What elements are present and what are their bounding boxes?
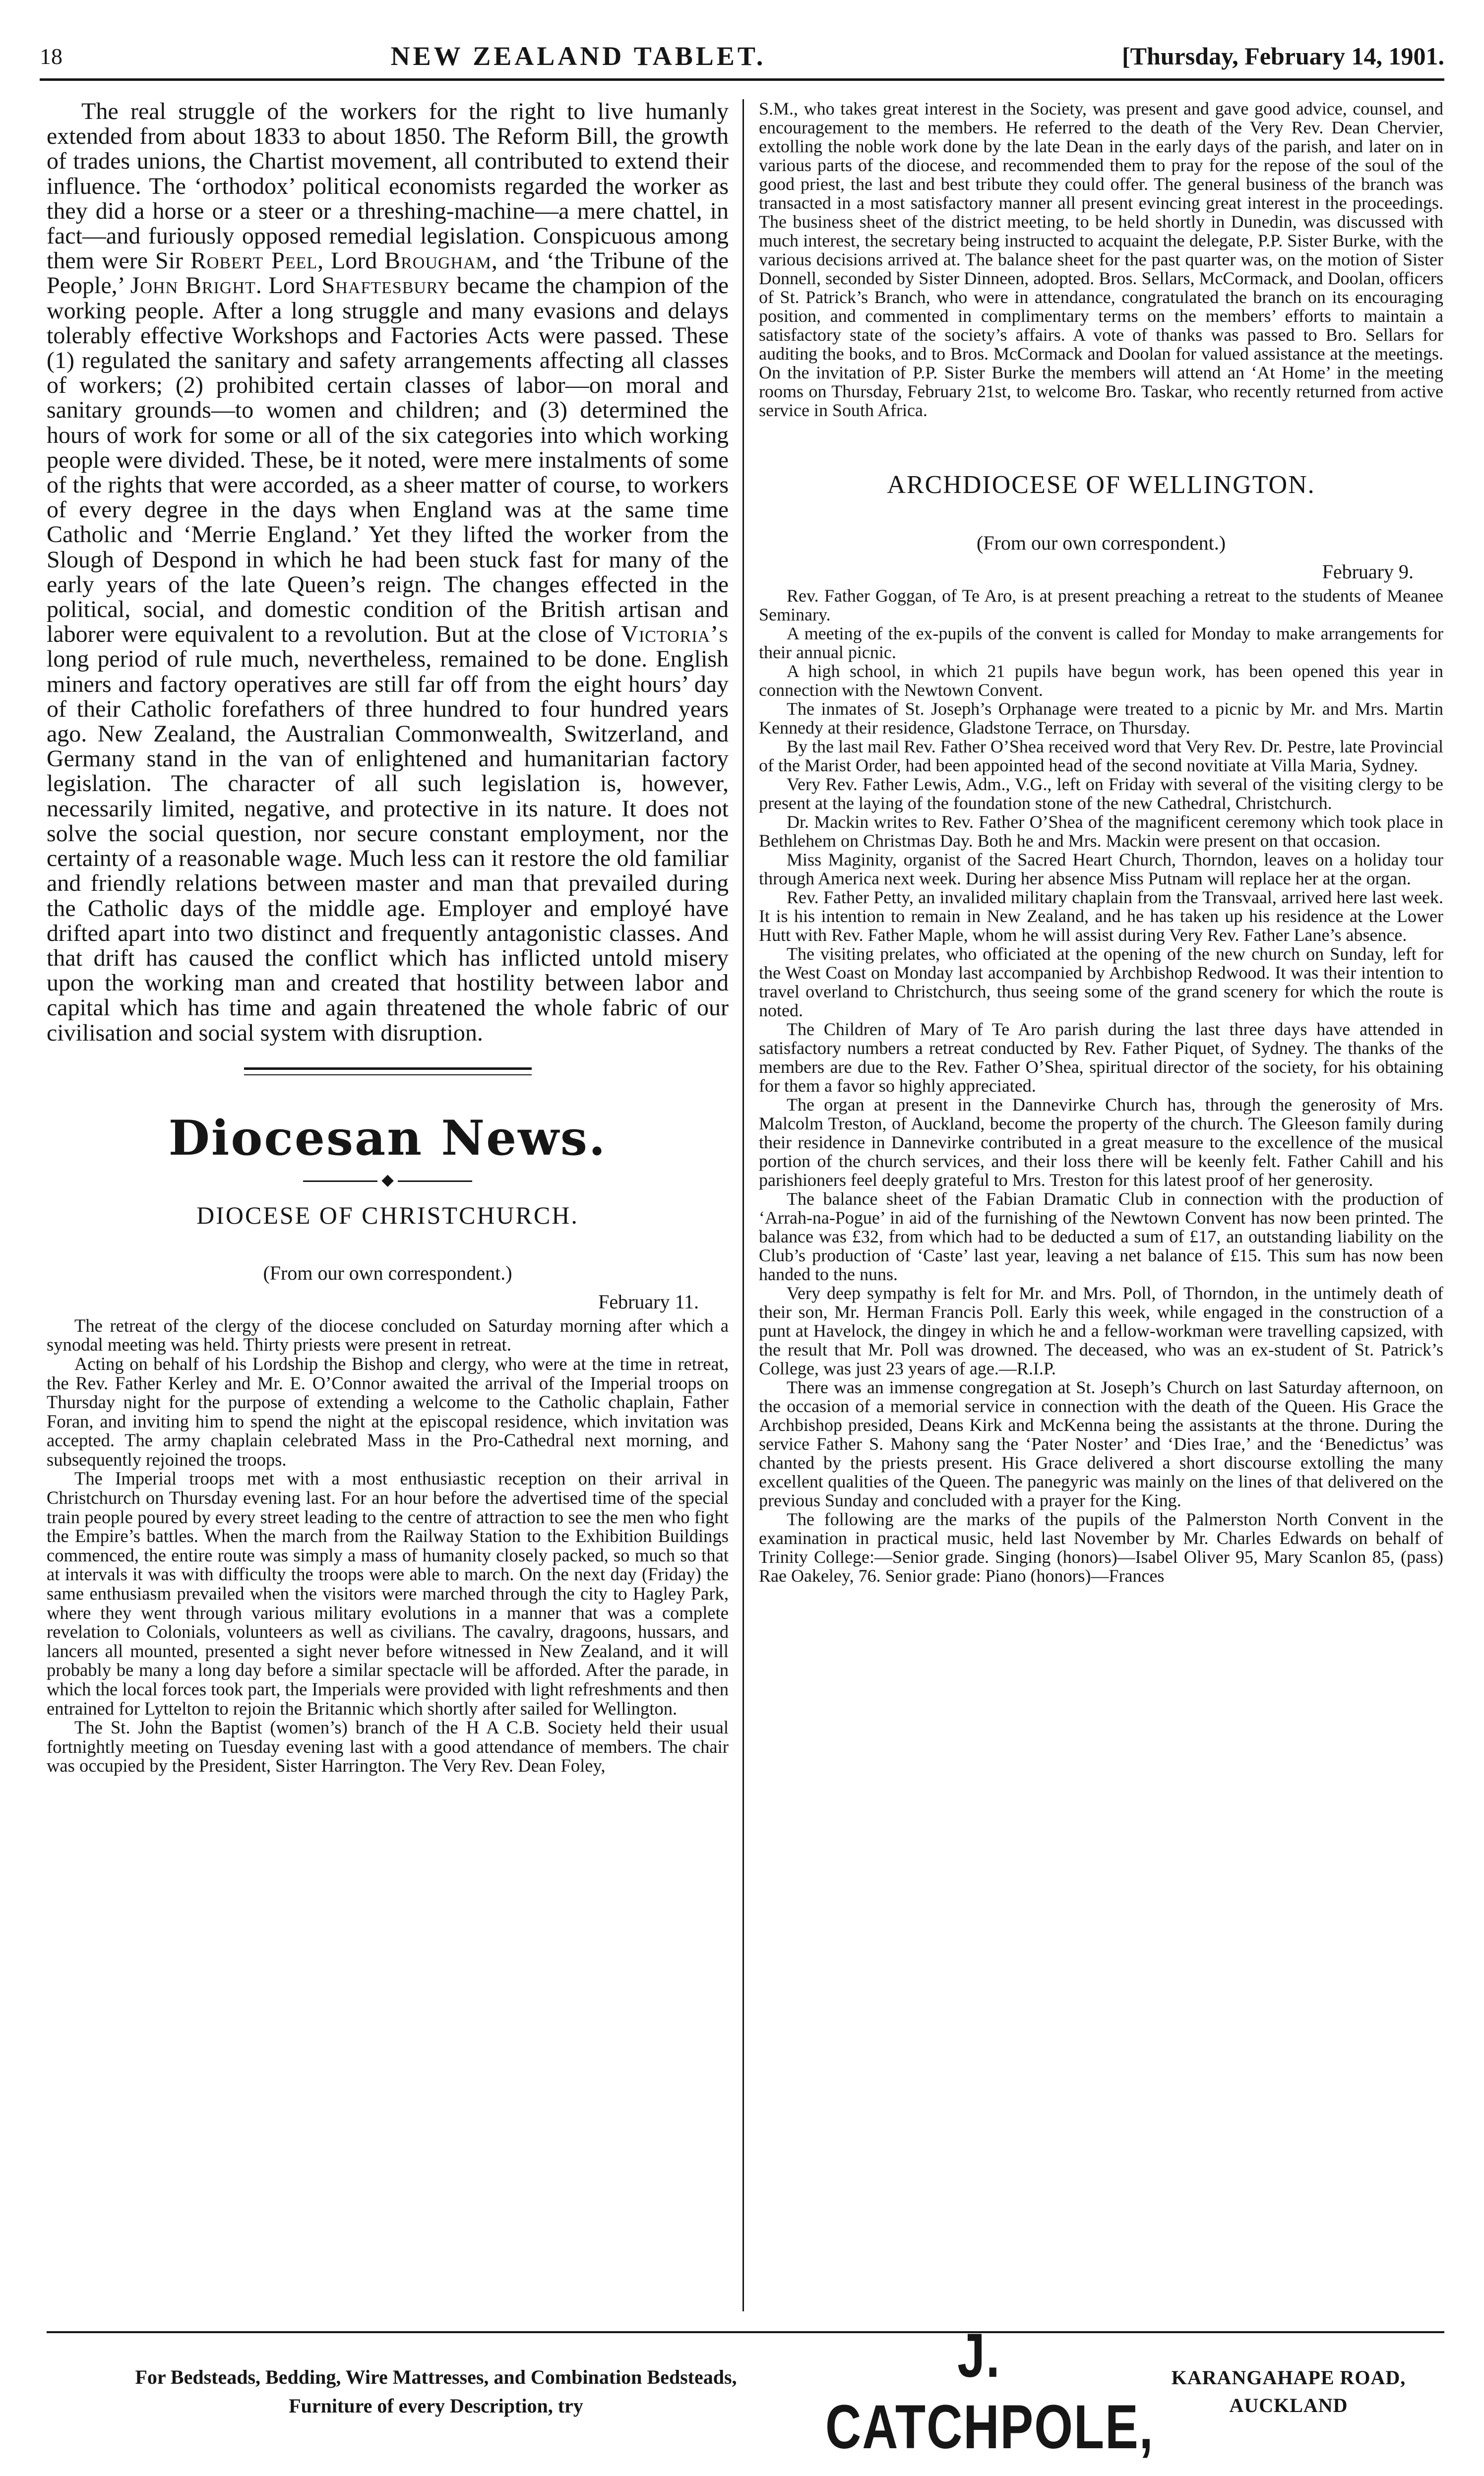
byline: (From our own correspondent.) [976, 532, 1226, 554]
news-paragraph: The St. John the Baptist (women’s) branch of the H A C.B. Society held their usual fortnightly meeting on Tuesday evening last with a good attendance of members. The chair was occupied by the President, Sister Harrington. The Very Rev. Dean Foley, [47, 1717, 729, 1776]
masthead [40, 34, 1444, 81]
continued-paragraph: S.M., who takes great interest in the Society, was present and gave good advice, counsel, and encouragement to the members. He referred to the death of the Very Rev. Dean Chervier, extolling the noble work done by the late Dean in the early days of the parish, and later on in various parts of the diocese, and recommended them to pray for the repose of the soul of the good priest, the last and best tribute they could offer. The general business of the branch was transacted in a most satisfactory manner all present evincing great interest in the proceedings. The business sheet of the district meeting, to be held shortly in Dunedin, was discussed with much interest, the secretary being instructed to acquaint the delegate, P.P. Sister Burke, with the various decisions arrived at. The balance sheet for the past quarter was, on the motion of Sister Donnell, seconded by Sister Dinneen, adopted. Bros. Sellars, McCormack, and Doolan, officers of St. Patrick’s Branch, who were in attendance, congratulated the branch on its encouraging position, and commented in complimentary terms on the members’ efforts to maintain a satisfactory state of the society’s affairs. A vote of thanks was passed to Bro. Sellars for auditing the books, and to Bros. McCormack and Doolan for valued assistance at the meetings. On the invitation of P.P. Sister Burke the members will attend an ‘At Home’ in the meeting rooms on Thursday, February 21st, to welcome Bro. Taskar, who recently returned from active service in South Africa. [759, 99, 1443, 420]
news-paragraph: The retreat of the clergy of the diocese concluded on Saturday morning after which a synodal meeting was held. Thirty priests were present in retreat. [47, 1315, 729, 1355]
news-paragraph: Miss Maginity, organist of the Sacred Heart Church, Thorndon, leaves on a holiday tour through America next week. During her absence Miss Putnam will replace her at the organ. [759, 850, 1443, 888]
christchurch-news [47, 1316, 729, 1776]
ad-address-line-2: AUCKLAND [1229, 2394, 1348, 2416]
news-paragraph: Very deep sympathy is felt for Mr. and Mrs. Poll, of Thorndon, in the untimely death of their son, Mr. Herman Francis Poll. Early this week, while engaged in the construction of a punt at Havelock, the dingey in which he and a fellow-workman were travelling capsized, with the result that Mr. Poll was drowned. The deceased, who was an ex-student of St. Patrick’s College, was just 23 years of age.—R.I.P. [759, 1283, 1443, 1378]
news-paragraph: Rev. Father Petty, an invalided military chaplain from the Transvaal, arrived here last week. It is his intention to remain in New Zealand, and he has taken up his residence at the Lower Hutt with Rev. Father Maple, whom he will assist during Very Rev. Father Lane’s absence. [759, 887, 1443, 945]
name-shaftesbury: Shaftesbury [321, 272, 450, 299]
news-paragraph: Rev. Father Goggan, of Te Aro, is at present preaching a retreat to the students of Meanee Seminary. [759, 586, 1443, 624]
byline: (From our own correspondent.) [263, 1261, 512, 1284]
news-paragraph: The inmates of St. Joseph’s Orphanage were treated to a picnic by Mr. and Mrs. Martin Kennedy at their residence, Gladstone Terrace, on Thursday. [759, 699, 1443, 738]
ad-text [47, 2363, 825, 2420]
footer-advertisement [47, 2321, 1444, 2462]
ad-address [1133, 2364, 1444, 2419]
name-brougham: Brougham [384, 248, 492, 274]
name-peel: Robert Peel [190, 248, 318, 274]
news-paragraph: The organ at present in the Dannevirke Church has, through the generosity of Mrs. Malcolm Treston, of Auckland, become the property of the church. The Gleeson family during their residence in Dannevirke contributed in a great measure to the excellence of the musical portion of the church services, and their loss there will be keenly felt. Father Cahill and his parishioners feel deeply grateful to Mrs. Treston for this latest proof of her generosity. [759, 1095, 1443, 1190]
ad-line-1: For Bedsteads, Bedding, Wire Mattresses, and Combination Bedsteads, [135, 2366, 737, 2388]
news-paragraph: The following are the marks of the pupils of the Palmerston North Convent in the examination in practical music, held last November by Mr. Charles Edwards on behalf of Trinity College:—Senior grade. Singing (honors)—Isabel Oliver 95, Mary Scanlon 85, (pass) Rae Oakeley, 76. Senior grade: Piano (honors)—Frances [759, 1509, 1443, 1586]
ad-line-2: Furniture of every Description, try [289, 2395, 583, 2417]
name-victoria: Victoria’s [621, 621, 729, 648]
news-paragraph: The balance sheet of the Fabian Dramatic Club in connection with the production of ‘Arrah-na-Pogue’ in aid of the furnishing of the Newtown Convent has now been printed. The balance was £32, from which had to be deducted a sum of £17, an outstanding liability on the Club’s production of ‘Caste’ last year, leaving a net balance of £15. This sum has now been handed to the nuns. [759, 1189, 1443, 1284]
news-paragraph: Very Rev. Father Lewis, Adm., V.G., left on Friday with several of the visiting clergy to be present at the laying of the foundation stone of the new Cathedral, Christchurch. [759, 774, 1443, 813]
dateline: February 9. [1322, 560, 1414, 583]
ad-address-line-1: KARANGAHAPE ROAD, [1171, 2366, 1406, 2389]
archdiocese-heading: ARCHDIOCESE OF WELLINGTON. [887, 471, 1315, 499]
name-bright: John Bright [130, 272, 256, 299]
news-paragraph: Dr. Mackin writes to Rev. Father O’Shea of the magnificent ceremony which took place in Bethlehem on Christmas Day. Both he and Mrs. Mackin were present on that occasion. [759, 812, 1443, 851]
news-paragraph: A meeting of the ex-pupils of the convent is called for Monday to make arrangements for their annual picnic. [759, 623, 1443, 662]
news-paragraph: There was an immense congregation at St. Joseph’s Church on last Saturday afternoon, on the occasion of a memorial service in connection with the death of the Queen. His Grace the Archbishop presided, Deans Kirk and McKenna being the assistants at the throne. During the service Father S. Mahony sang the ‘Pater Noster’ and ‘Dies Irae,’ and the ‘Benedictus’ was chanted by the priests present. His Grace delivered a short discourse extolling the many excellent qualities of the Queen. The panegyric was mainly on the lines of that delivered on the previous Sunday and concluded with a prayer for the King. [759, 1377, 1443, 1510]
wellington-news [759, 586, 1443, 1585]
news-paragraph: The visiting prelates, who officiated at the opening of the new church on Sunday, left for the West Coast on Monday last accompanied by Archbishop Redwood. It was their intention to travel overland to Christchurch, thus seeing some of the grand scenery for which the route is noted. [759, 944, 1443, 1020]
right-column [759, 99, 1443, 2316]
left-column [47, 99, 729, 2316]
diocese-heading: DIOCESE OF CHRISTCHURCH. [196, 1201, 579, 1229]
news-paragraph: The Children of Mary of Te Aro parish during the last three days have attended in satisfactory numbers a retreat conducted by Rev. Father Piquet, of Sydney. The thanks of the members are due to the Rev. Father O’Shea, spiritual director of the society, for his obtaining for them a favor so highly appreciated. [759, 1019, 1443, 1096]
news-paragraph: A high school, in which 21 pupils have begun work, has been opened this year in connection with the Newtown Convent. [759, 661, 1443, 700]
paper-name: NEW ZEALAND TABLET. [390, 41, 766, 71]
news-paragraph: By the last mail Rev. Father O’Shea received word that Very Rev. Dr. Pestre, late Provincial of the Marist Order, had been appointed head of the second novitiate at Villa Maria, Sydney. [759, 737, 1443, 775]
section-title: Diocesan News. [168, 1110, 607, 1166]
page-number: 18 [40, 43, 62, 69]
news-paragraph: Acting on behalf of his Lordship the Bishop and clergy, who were at the time in retreat, the Rev. Father Kerley and Mr. E. O’Connor awaited the arrival of the Imperial troops on Thursday night for the purpose of extending a welcome to the Catholic chaplain, Father Foran, and inviting him to spend the night at the episcopal residence, which invitation was accepted. The army chaplain celebrated Mass in the Pro-Cathedral next morning, and subsequently rejoined the troops. [47, 1353, 729, 1470]
lead-article [47, 99, 729, 1046]
column-rule [742, 99, 744, 2311]
news-paragraph: The Imperial troops met with a most enthusiastic reception on their arrival in Christchurch on Thursday evening last. For an hour before the advertised time of the special train people poured by every street leading to the centre of attraction to see the men who fight the Empire’s battles. When the march from the Railway Station to the Exhibition Buildings commenced, the entire route was simply a mass of humanity closely packed, so much so that at intervals it was with difficulty the troops were able to march. On the next day (Friday) the same enthusiasm prevailed when the visitors were marched through the city to Hagley Park, where they went through various military evolutions in a manner that was a complete revelation to Colonials, volunteers as well as civilians. The cavalry, dragoons, hussars, and lancers all mounted, presented a sight never before witnessed in New Zealand, and it will probably be many a long day before a similar spectacle will be afforded. After the parade, in which the local forces took part, the Imperials were provided with light refreshments and then entrained for Lyttelton to rejoin the Britannic which shortly after sailed for Wellington. [47, 1468, 729, 1719]
ad-business-name: J. CATCHPOLE, [825, 2321, 1154, 2462]
section-divider [244, 1067, 532, 1075]
dateline: February 11. [598, 1290, 699, 1313]
issue-date: [Thursday, February 14, 1901. [1121, 42, 1444, 70]
lead-article-paragraph: The real struggle of the workers for the right to live humanly extended from about 1833 to about 1850. The Reform Bill, the growth of trades unions, the Chartist movement, all contributed to extend their influence. The ‘orthodox’ political economists regarded the worker as they did a horse or a steer or a threshing-machine—a mere chattel, in fact—and furiously opposed remedial legislation. Conspicuous among them were Sir Robert Peel, Lord Brougham, and ‘the Tribune of the People,’ John Bright. Lord Shaftesbury became the champion of the working people. After a long struggle and many evasions and delays tolerably effective Workshops and Factories Acts were passed. These (1) regulated the sanitary and safety arrangements affecting all classes of workers; (2) prohibited certain classes of labor—on moral and sanitary grounds—to women and children; and (3) determined the hours of work for some or all of the six categories into which working people were divided. These, be it noted, were mere instalments of some of the rights that were accorded, as a sheer matter of course, to workers of every degree in the days when England was at the same time Catholic and ‘Merrie England.’ Yet they lifted the worker from the Slough of Despond in which he had been stuck fast for many of the early years of the late Queen’s reign. The changes effected in the political, social, and domestic condition of the British artisan and laborer were equivalent to a revolution. But at the close of Victoria’s long period of rule much, nevertheless, remained to be done. English miners and factory operatives are still far off from the eight hours’ day of their Catholic forefathers of three hundred to four hundred years ago. New Zealand, the Australian Commonwealth, Switzerland, and Germany stand in the van of enlightened and humanitarian factory legislation. The character of all such legislation is, however, necessarily limited, negative, and protective in its nature. It does not solve the social question, nor secure constant employment, nor the certainty of a reasonable wage. Much less can it restore the old familiar and friendly relations between master and man that prevailed during the Catholic days of the middle age. Employer and employé have drifted apart into two distinct and frequently antagonistic classes. And that drift has caused the conflict which has inflicted untold misery upon the working man and created that hostility between labor and capital which has time and again threatened the whole fabric of our civilisation and social system with disruption. [47, 99, 729, 1046]
ornament-divider: ◆ [47, 1169, 729, 1190]
